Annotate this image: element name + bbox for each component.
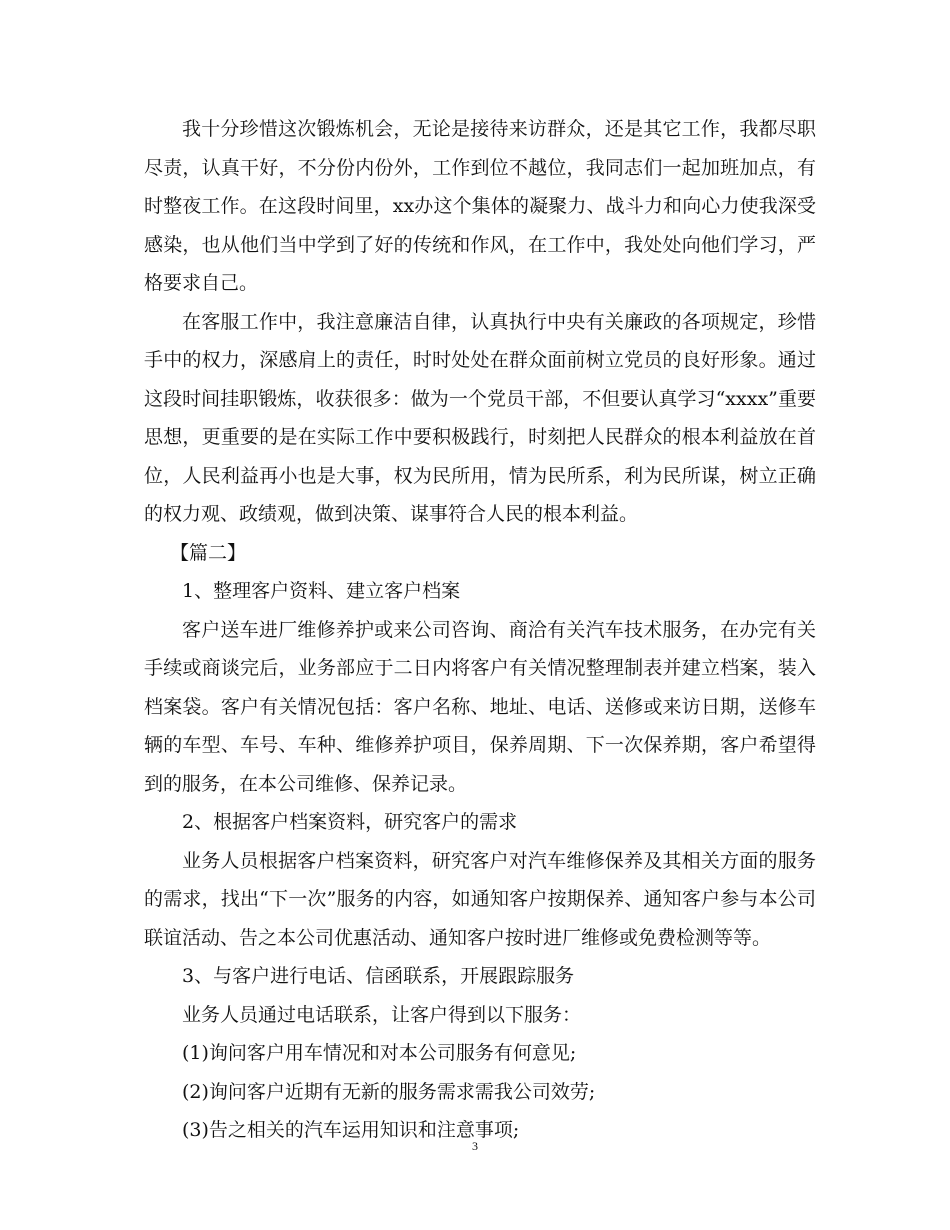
document-body	[144, 110, 816, 1150]
item-3-title: 3、与客户进行电话、信函联系，开展跟踪服务	[182, 965, 575, 987]
item-3-point-3: (3)告之相关的汽车运用知识和注意事项;	[182, 1119, 520, 1141]
body-paragraph-1: 我十分珍惜这次锻炼机会，无论是接待来访群众，还是其它工作，我都尽职尽责，认真干好，不分份内份外，工作到位不越位，我同志们一起加班加点，有时整夜工作。在这段时间里，xx办这个集体的凝聚力、战斗力和向心力使我深受感染，也从他们当中学到了好的传统和作风，在工作中，我处处向他们学习，严格要求自己。	[144, 118, 816, 294]
page-number: 3	[472, 1139, 478, 1153]
item-1-title: 1、整理客户资料、建立客户档案	[182, 580, 461, 602]
item-3-point-2: (2)询问客户近期有无新的服务需求需我公司效劳;	[182, 1080, 596, 1103]
item-2-title: 2、根据客户档案资料，研究客户的需求	[182, 811, 518, 833]
item-3-point-1: (1)询问客户用车情况和对本公司服务有何意见;	[182, 1042, 577, 1064]
section-heading: 【篇二】	[170, 541, 247, 564]
item-3-intro: 业务人员通过电话联系，让客户得到以下服务：	[182, 1003, 582, 1026]
item-2-body: 业务人员根据客户档案资料，研究客户对汽车维修保养及其相关方面的服务的需求，找出“下一次”服务的内容，如通知客户按期保养、通知客户参与本公司联谊活动、告之本公司优惠活动、通知客户按时进厂维修或免费检测等等。	[144, 849, 816, 949]
item-1-body: 客户送车进厂维修养护或来公司咨询、商洽有关汽车技术服务，在办完有关手续或商谈完后，业务部应于二日内将客户有关情况整理制表并建立档案，装入档案袋。客户有关情况包括：客户名称、地址、电话、送修或来访日期，送修车辆的车型、车号、车种、维修养护项目，保养周期、下一次保养期，客户希望得到的服务，在本公司维修、保养记录。	[144, 618, 816, 795]
body-paragraph-2: 在客服工作中，我注意廉洁自律，认真执行中央有关廉政的各项规定，珍惜手中的权力，深感肩上的责任，时时处处在群众面前树立党员的良好形象。通过这段时间挂职锻炼，收获很多：做为一个党员干部，不但要认真学习“xxxx”重要思想，更重要的是在实际工作中要积极践行，时刻把人民群众的根本利益放在首位，人民利益再小也是大事，权为民所用，情为民所系，利为民所谋，树立正确的权力观、政绩观，做到决策、谋事符合人民的根本利益。	[144, 310, 816, 525]
